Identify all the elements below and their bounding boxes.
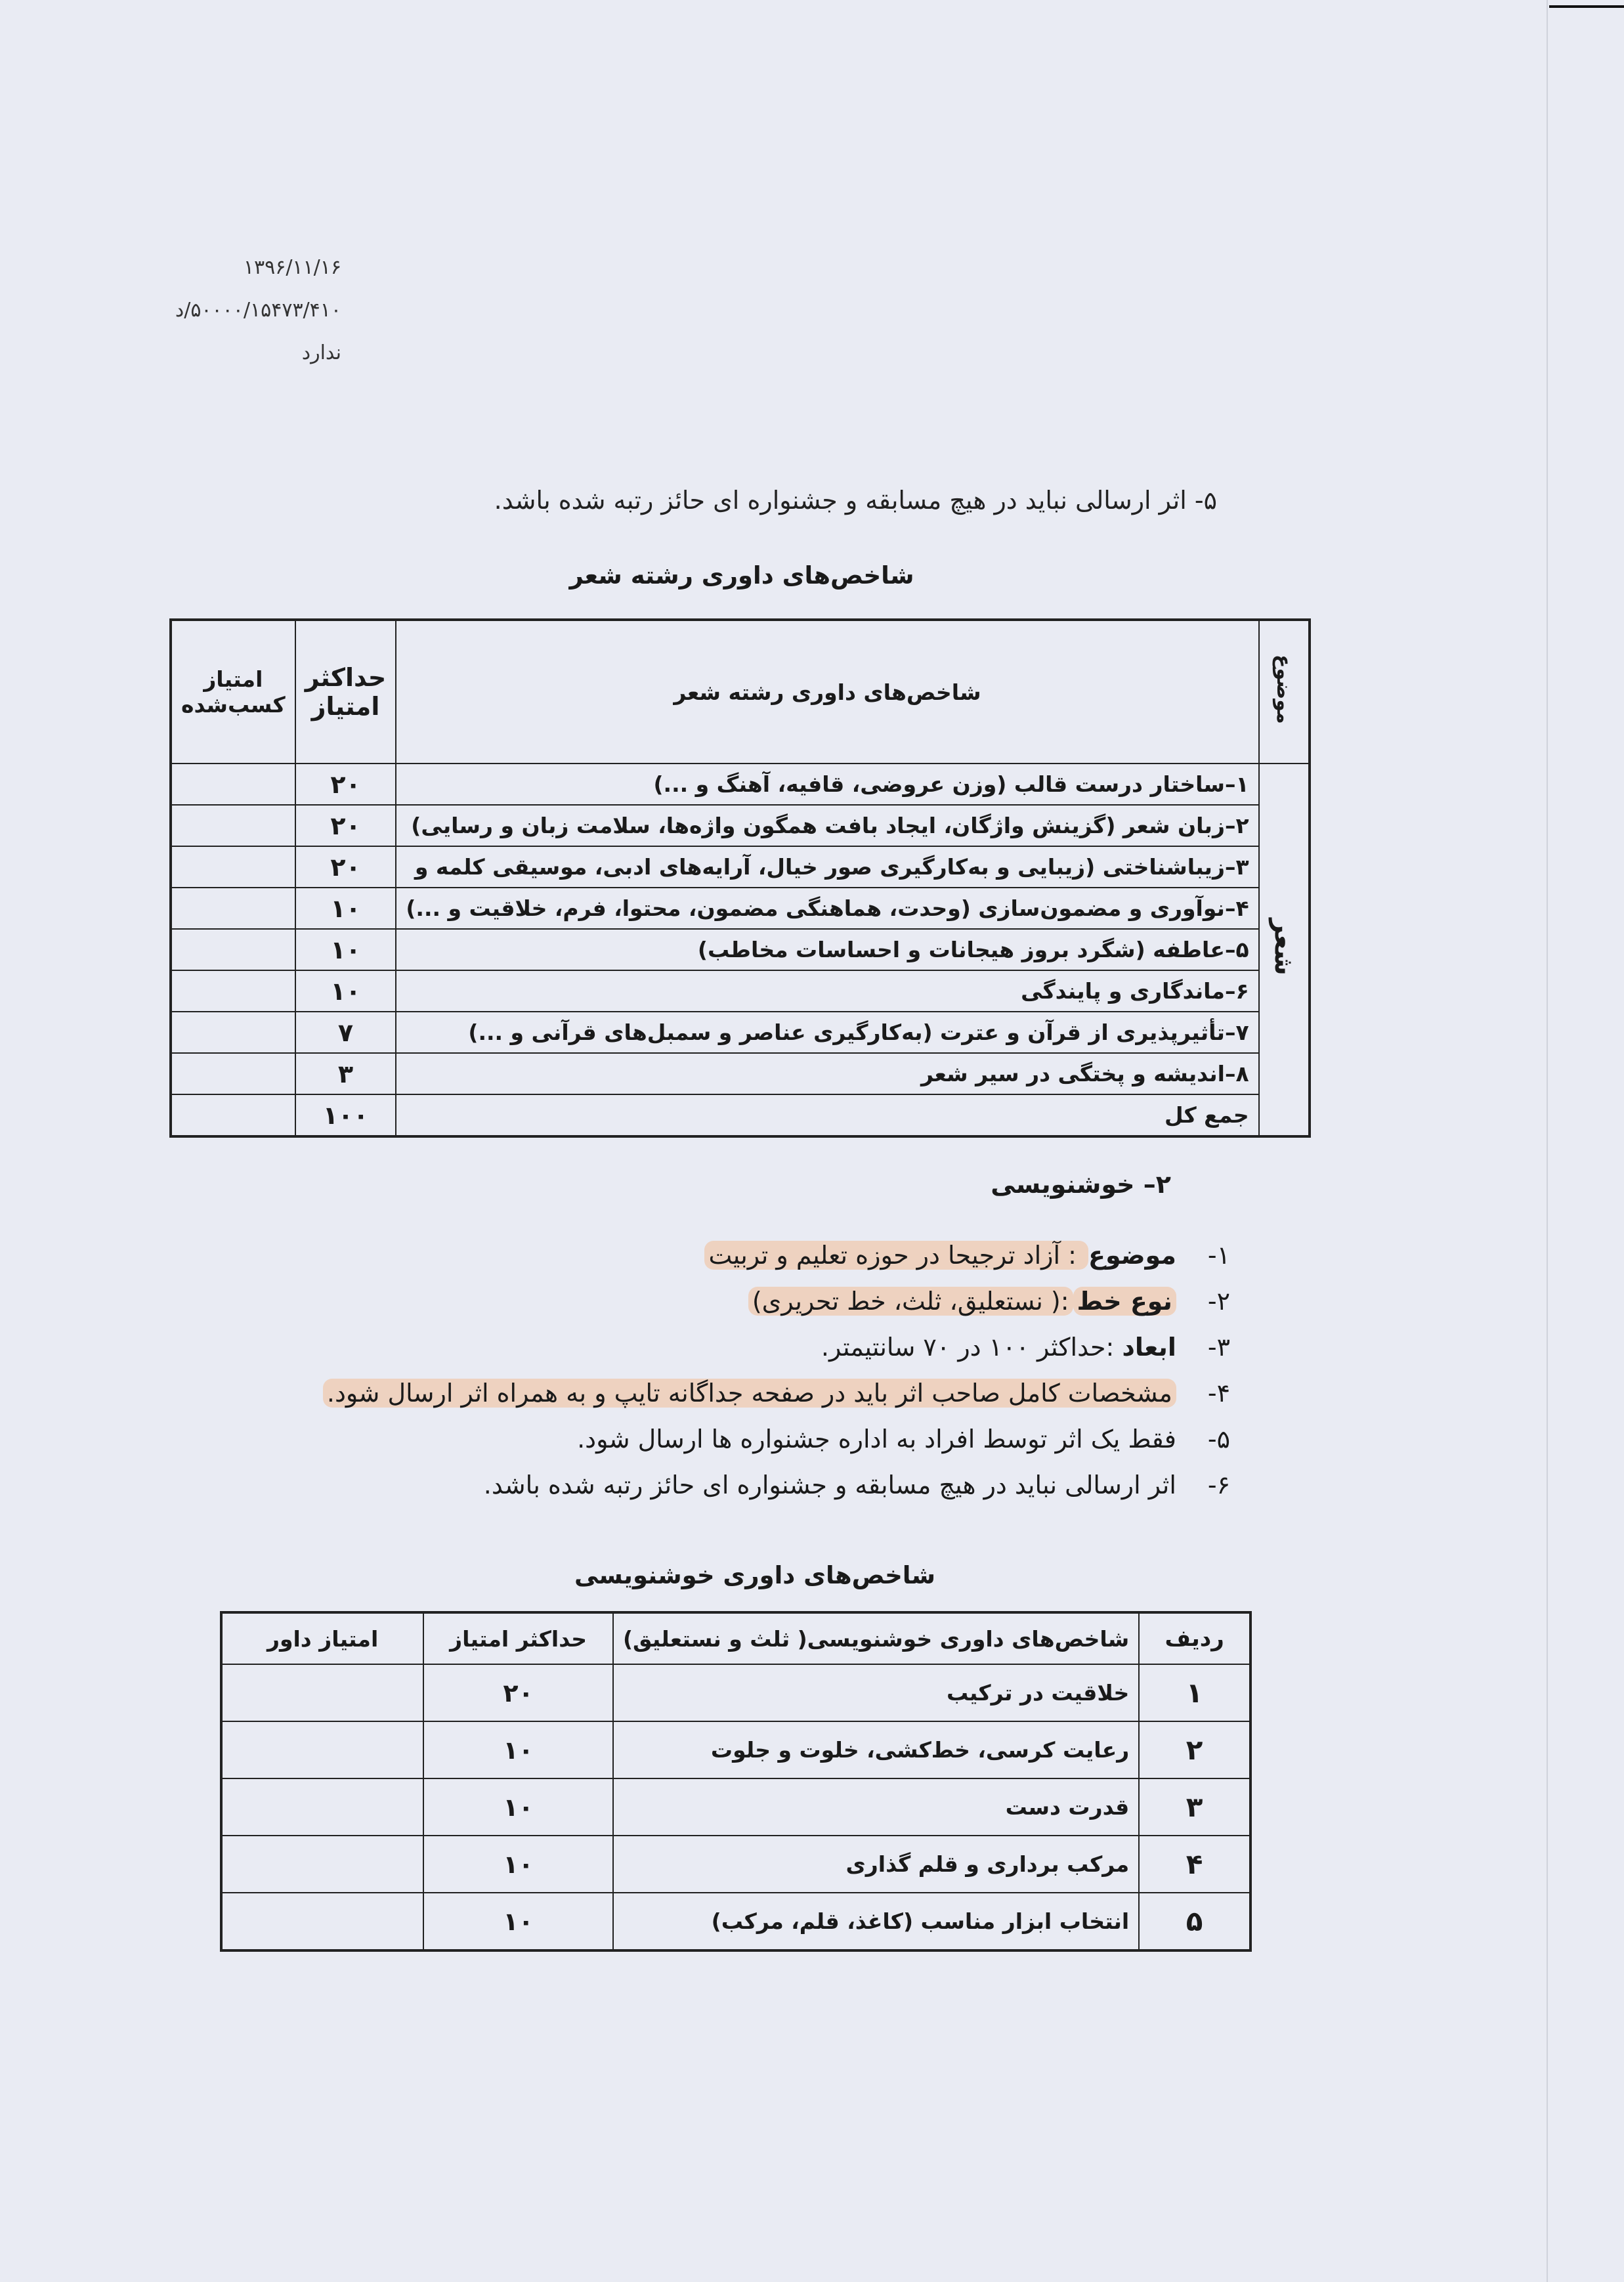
- poetry-note: ۵- اثر ارسالی نباید در هیچ مسابقه و جشنواره ای حائز رتبه شده باشد.: [494, 486, 1217, 515]
- criterion-cell: خلاقیت در ترکیب: [613, 1664, 1139, 1721]
- criterion-cell: ۷–تأثیرپذیری از قرآن و عترت (به‌کارگیری عناصر و سمبل‌های قرآنی و ...): [396, 1012, 1258, 1053]
- earned-score-cell: [171, 1012, 295, 1053]
- max-score-cell: ۲۰: [295, 764, 396, 805]
- total-earned-cell: [171, 1094, 295, 1136]
- calligraphy-item-1: [704, 1241, 1230, 1270]
- item-number: ۶-: [1207, 1471, 1230, 1499]
- earned-score-cell: [171, 764, 295, 805]
- table-row: [221, 1664, 1250, 1721]
- letter-number: ۵۰۰۰۰/۱۵۴۷۳/۴۱۰/د: [175, 299, 341, 322]
- item-text: مشخصات کامل صاحب اثر باید در صفحه جداگانه تایپ و به همراه اثر ارسال شود.: [323, 1379, 1176, 1408]
- table-row: [221, 1721, 1250, 1778]
- table-row: [171, 846, 1310, 888]
- earned-score-cell: [171, 846, 295, 888]
- earned-score-cell: [171, 929, 295, 970]
- judge-score-cell: [221, 1893, 423, 1950]
- page-edge: [1547, 0, 1548, 2282]
- calligraphy-criteria-table: [220, 1611, 1252, 1952]
- corner-mark: [1549, 5, 1624, 8]
- max-score-cell: ۷: [295, 1012, 396, 1053]
- judge-score-cell: [221, 1664, 423, 1721]
- earned-score-cell: [171, 970, 295, 1012]
- row-number: ۵: [1139, 1893, 1250, 1950]
- row-number: ۳: [1139, 1778, 1250, 1836]
- max-score-cell: ۱۰: [423, 1893, 613, 1950]
- table-row: [221, 1893, 1250, 1950]
- criterion-cell: قدرت دست: [613, 1778, 1139, 1836]
- header-judge: امتیاز داور: [221, 1612, 423, 1664]
- table-row: [221, 1778, 1250, 1836]
- poetry-criteria-table: [169, 618, 1311, 1138]
- subject-cell: شعر: [1259, 764, 1310, 1136]
- total-label: جمع کل: [396, 1094, 1258, 1136]
- criterion-cell: مرکب برداری و قلم گذاری: [613, 1836, 1139, 1893]
- calligraphy-table-title: شاخص‌های داوری خوشنویسی: [574, 1561, 936, 1589]
- letter-attachment: ندارد: [301, 341, 341, 364]
- max-score-cell: ۱۰: [423, 1836, 613, 1893]
- max-score-cell: ۲۰: [295, 846, 396, 888]
- header-max: حداکثر امتیاز: [423, 1612, 613, 1664]
- header-max: حداکثر امتیاز: [295, 620, 396, 764]
- header-criteria: شاخص‌های داوری خوشنویسی( ثلث و نستعلیق): [613, 1612, 1139, 1664]
- judge-score-cell: [221, 1778, 423, 1836]
- table-row: [171, 805, 1310, 846]
- table-row: [171, 764, 1310, 805]
- table-row: [171, 888, 1310, 929]
- header-row-number: ردیف: [1139, 1612, 1250, 1664]
- max-score-cell: ۱۰: [423, 1721, 613, 1778]
- criterion-cell: ۶–ماندگاری و پایندگی: [396, 970, 1258, 1012]
- calligraphy-item-4: [323, 1379, 1230, 1408]
- calligraphy-item-3: [821, 1333, 1230, 1362]
- criterion-cell: ۵–عاطفه (شگرد بروز هیجانات و احساسات مخاطب): [396, 929, 1258, 970]
- header-subject: موضوع: [1259, 620, 1310, 764]
- max-score-cell: ۳: [295, 1053, 396, 1094]
- item-text: : آزاد ترجیحا در حوزه تعلیم و تربیت: [704, 1241, 1088, 1270]
- table-row: [171, 1012, 1310, 1053]
- item-label: موضوع: [1088, 1241, 1176, 1270]
- total-value: ۱۰۰: [295, 1094, 396, 1136]
- criterion-cell: ۲–زبان شعر (گزینش واژگان، ایجاد بافت همگون واژه‌ها، سلامت زبان و رسایی): [396, 805, 1258, 846]
- table-row: [171, 1053, 1310, 1094]
- item-number: ۵-: [1207, 1425, 1230, 1453]
- earned-score-cell: [171, 1053, 295, 1094]
- item-number: ۲-: [1207, 1287, 1230, 1316]
- criterion-cell: رعایت کرسی، خط‌کشی، خلوت و جلوت: [613, 1721, 1139, 1778]
- criterion-cell: انتخاب ابزار مناسب (کاغذ، قلم، مرکب): [613, 1893, 1139, 1950]
- item-label: نوع خط: [1073, 1287, 1176, 1316]
- table-row: [221, 1836, 1250, 1893]
- calligraphy-heading: ۲– خوشنویسی: [991, 1170, 1171, 1199]
- max-score-cell: ۲۰: [423, 1664, 613, 1721]
- poetry-table-title: شاخص‌های داوری رشته شعر: [569, 561, 914, 590]
- max-score-cell: ۱۰: [423, 1778, 613, 1836]
- row-number: ۱: [1139, 1664, 1250, 1721]
- header-earned: امتیاز کسب‌شده: [171, 620, 295, 764]
- item-text: :( نستعلیق، ثلث، خط تحریری): [748, 1287, 1073, 1316]
- total-row: [171, 1094, 1310, 1136]
- table-row: [171, 929, 1310, 970]
- row-number: ۴: [1139, 1836, 1250, 1893]
- table-header-row: [221, 1612, 1250, 1664]
- earned-score-cell: [171, 805, 295, 846]
- item-number: ۱-: [1207, 1241, 1230, 1270]
- row-number: ۲: [1139, 1721, 1250, 1778]
- max-score-cell: ۱۰: [295, 970, 396, 1012]
- table-header-row: [171, 620, 1310, 764]
- criterion-cell: ۴–نوآوری و مضمون‌سازی (وحدت، هماهنگی مضمون، محتوا، فرم، خلاقیت و ...): [396, 888, 1258, 929]
- item-label: ابعاد: [1122, 1333, 1176, 1362]
- max-score-cell: ۱۰: [295, 929, 396, 970]
- calligraphy-item-6: [484, 1471, 1230, 1499]
- item-number: ۴-: [1207, 1379, 1230, 1408]
- item-text: فقط یک اثر توسط افراد به اداره جشنواره ها ارسال شود.: [577, 1425, 1176, 1453]
- earned-score-cell: [171, 888, 295, 929]
- judge-score-cell: [221, 1836, 423, 1893]
- item-number: ۳-: [1207, 1333, 1230, 1362]
- max-score-cell: ۲۰: [295, 805, 396, 846]
- header-criteria: شاخص‌های داوری رشته شعر: [396, 620, 1258, 764]
- letter-date: ۱۳۹۶/۱۱/۱۶: [243, 256, 341, 279]
- table-row: [171, 970, 1310, 1012]
- judge-score-cell: [221, 1721, 423, 1778]
- criterion-cell: ۳–زیباشناختی (زیبایی و به‌کارگیری صور خیال، آرایه‌های ادبی، موسیقی کلمه و: [396, 846, 1258, 888]
- criterion-cell: ۸–اندیشه و پختگی در سیر شعر: [396, 1053, 1258, 1094]
- calligraphy-item-2: [748, 1287, 1230, 1316]
- criterion-cell: ۱–ساختار درست قالب (وزن عروضی، قافیه، آهنگ و ...): [396, 764, 1258, 805]
- calligraphy-item-5: [577, 1425, 1230, 1453]
- max-score-cell: ۱۰: [295, 888, 396, 929]
- item-text: اثر ارسالی نباید در هیچ مسابقه و جشنواره ای حائز رتبه شده باشد.: [483, 1471, 1176, 1499]
- item-text: :حداکثر ۱۰۰ در ۷۰ سانتیمتر.: [821, 1333, 1122, 1362]
